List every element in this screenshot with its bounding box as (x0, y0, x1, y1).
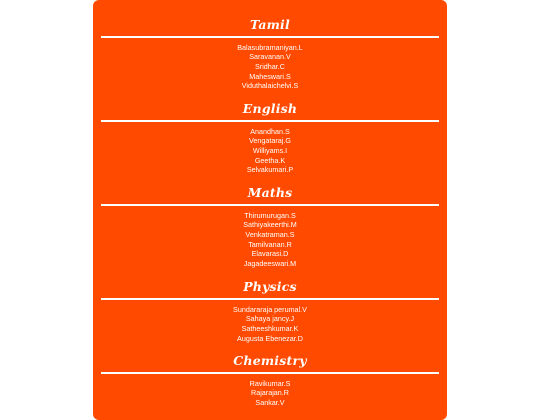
section-divider (101, 204, 439, 206)
section-heading: Tamil (250, 17, 290, 32)
list-item: Rajarajan.R (251, 388, 289, 398)
staff-list-card (93, 0, 447, 420)
list-item: Jagadeeswari.M (243, 259, 297, 269)
list-item: Williyams.I (252, 145, 288, 155)
name-list (93, 305, 447, 344)
name-list (93, 127, 447, 176)
list-item: Geetha.K (254, 155, 286, 165)
list-item: Thirumurugan.S (244, 210, 296, 220)
list-item: Balasubramaniyan.L (237, 42, 303, 52)
section-tamil (93, 18, 447, 91)
list-item: Vengataraj.G (249, 136, 291, 146)
list-item: Sathiyakeerthi.M (243, 220, 297, 230)
section-heading: English (242, 101, 298, 116)
section-heading: Physics (243, 279, 297, 294)
section-divider (101, 36, 439, 38)
list-item: Selvakumari.P (246, 165, 294, 175)
list-item: Sankar.V (255, 397, 285, 407)
section-divider (101, 298, 439, 300)
list-item: Tamilvanan.R (248, 239, 292, 249)
section-heading: Chemistry (233, 353, 307, 368)
section-physics (93, 280, 447, 343)
section-divider (101, 120, 439, 122)
section-chemistry (93, 354, 447, 408)
name-list (93, 211, 447, 269)
section-heading: Maths (247, 185, 293, 200)
list-item: Ravikumar.S (249, 378, 291, 388)
list-item: Satheeshkumar.K (241, 323, 299, 333)
list-item: Venkatraman.S (245, 229, 295, 239)
section-divider (101, 372, 439, 374)
list-item: Sundararaja perumal.V (233, 304, 307, 314)
list-item: Augusta Ebenezar.D (237, 333, 303, 343)
list-item: Elavarasi.D (251, 249, 289, 259)
list-item: Anandhan.S (250, 126, 290, 136)
list-item: Maheswari.S (249, 71, 291, 81)
section-english (93, 102, 447, 175)
name-list (93, 43, 447, 92)
name-list (93, 379, 447, 408)
list-item: Sahaya jancy.J (245, 314, 295, 324)
list-item: Viduthalaichelvi.S (241, 81, 299, 91)
section-maths (93, 186, 447, 269)
list-item: Saravanan.V (249, 52, 291, 62)
list-item: Sridhar.C (255, 61, 285, 71)
